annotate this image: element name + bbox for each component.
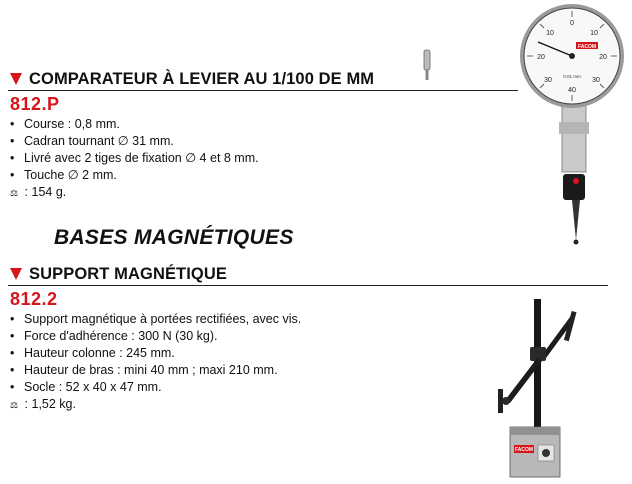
weight-scale-icon: ⚖ [10,188,18,198]
section1-title: COMPARATEUR À LEVIER AU 1/100 DE MM [29,70,375,88]
spec-text: Course : 0,8 mm. [24,117,120,131]
dial-brand: FACOM [577,44,597,50]
spec-item [10,362,301,379]
bullet: • [10,379,15,394]
weight-value: : 154 g. [21,185,67,199]
weight-scale-icon: ⚖ [10,400,18,410]
dial-number: 20 [537,54,545,61]
bullet: • [10,167,15,182]
section1-ref: 812.P [10,94,60,114]
section1-weight [10,185,66,199]
spec-text: Support magnétique à portées rectifiées, avec vis. [24,312,302,326]
dial-number: 30 [592,77,600,84]
bullet: • [10,345,15,360]
triangle-marker-icon [10,268,22,280]
section1-spec-list [10,116,259,184]
dial-indicator-image [514,4,630,248]
dial-number: 40 [568,87,576,94]
magnetic-support-image [470,295,590,480]
bullet: • [10,150,15,165]
spec-item [10,133,259,150]
spec-item [10,150,259,167]
bullet: • [10,133,15,148]
dial-number: 0 [570,20,574,27]
fixation-stem-image [420,48,434,82]
spec-item [10,116,259,133]
spec-item [10,379,301,396]
red-dot-icon [573,178,579,184]
spec-text: Livré avec 2 tiges de fixation ∅ 4 et 8 mm. [24,150,259,165]
triangle-marker-icon [10,73,22,85]
spec-item [10,311,301,328]
dial-number: 20 [599,54,607,61]
section2-divider [8,285,608,286]
section2-title: SUPPORT MAGNÉTIQUE [29,265,227,283]
dial-unit: 0.01 mm [563,74,581,79]
spec-item [10,328,301,345]
section2-spec-list [10,311,301,396]
spec-text: Socle : 52 x 40 x 47 mm. [24,379,162,394]
dial-number: 30 [544,77,552,84]
section2-heading [10,265,227,284]
category-title: BASES MAGNÉTIQUES [54,226,294,249]
spec-text: Cadran tournant ∅ 31 mm. [24,133,174,148]
section1-divider [8,90,518,91]
bullet: • [10,362,15,377]
bullet: • [10,312,15,326]
section2-ref: 812.2 [10,289,58,309]
weight-value: : 1,52 kg. [21,397,76,411]
spec-text: Hauteur colonne : 245 mm. [24,345,175,360]
dial-number: 10 [546,30,554,37]
spec-text: Touche ∅ 2 mm. [24,167,117,182]
spec-item [10,167,259,184]
spec-text: Force d'adhérence : 300 N (30 kg). [24,328,218,343]
spec-item [10,345,301,362]
bullet: • [10,117,15,131]
dial-number: 10 [590,30,598,37]
spec-text: Hauteur de bras : mini 40 mm ; maxi 210 mm. [24,362,278,377]
bullet: • [10,328,15,343]
base-brand: FACOM [514,447,534,453]
section2-weight [10,397,76,411]
section1-heading [10,70,374,89]
